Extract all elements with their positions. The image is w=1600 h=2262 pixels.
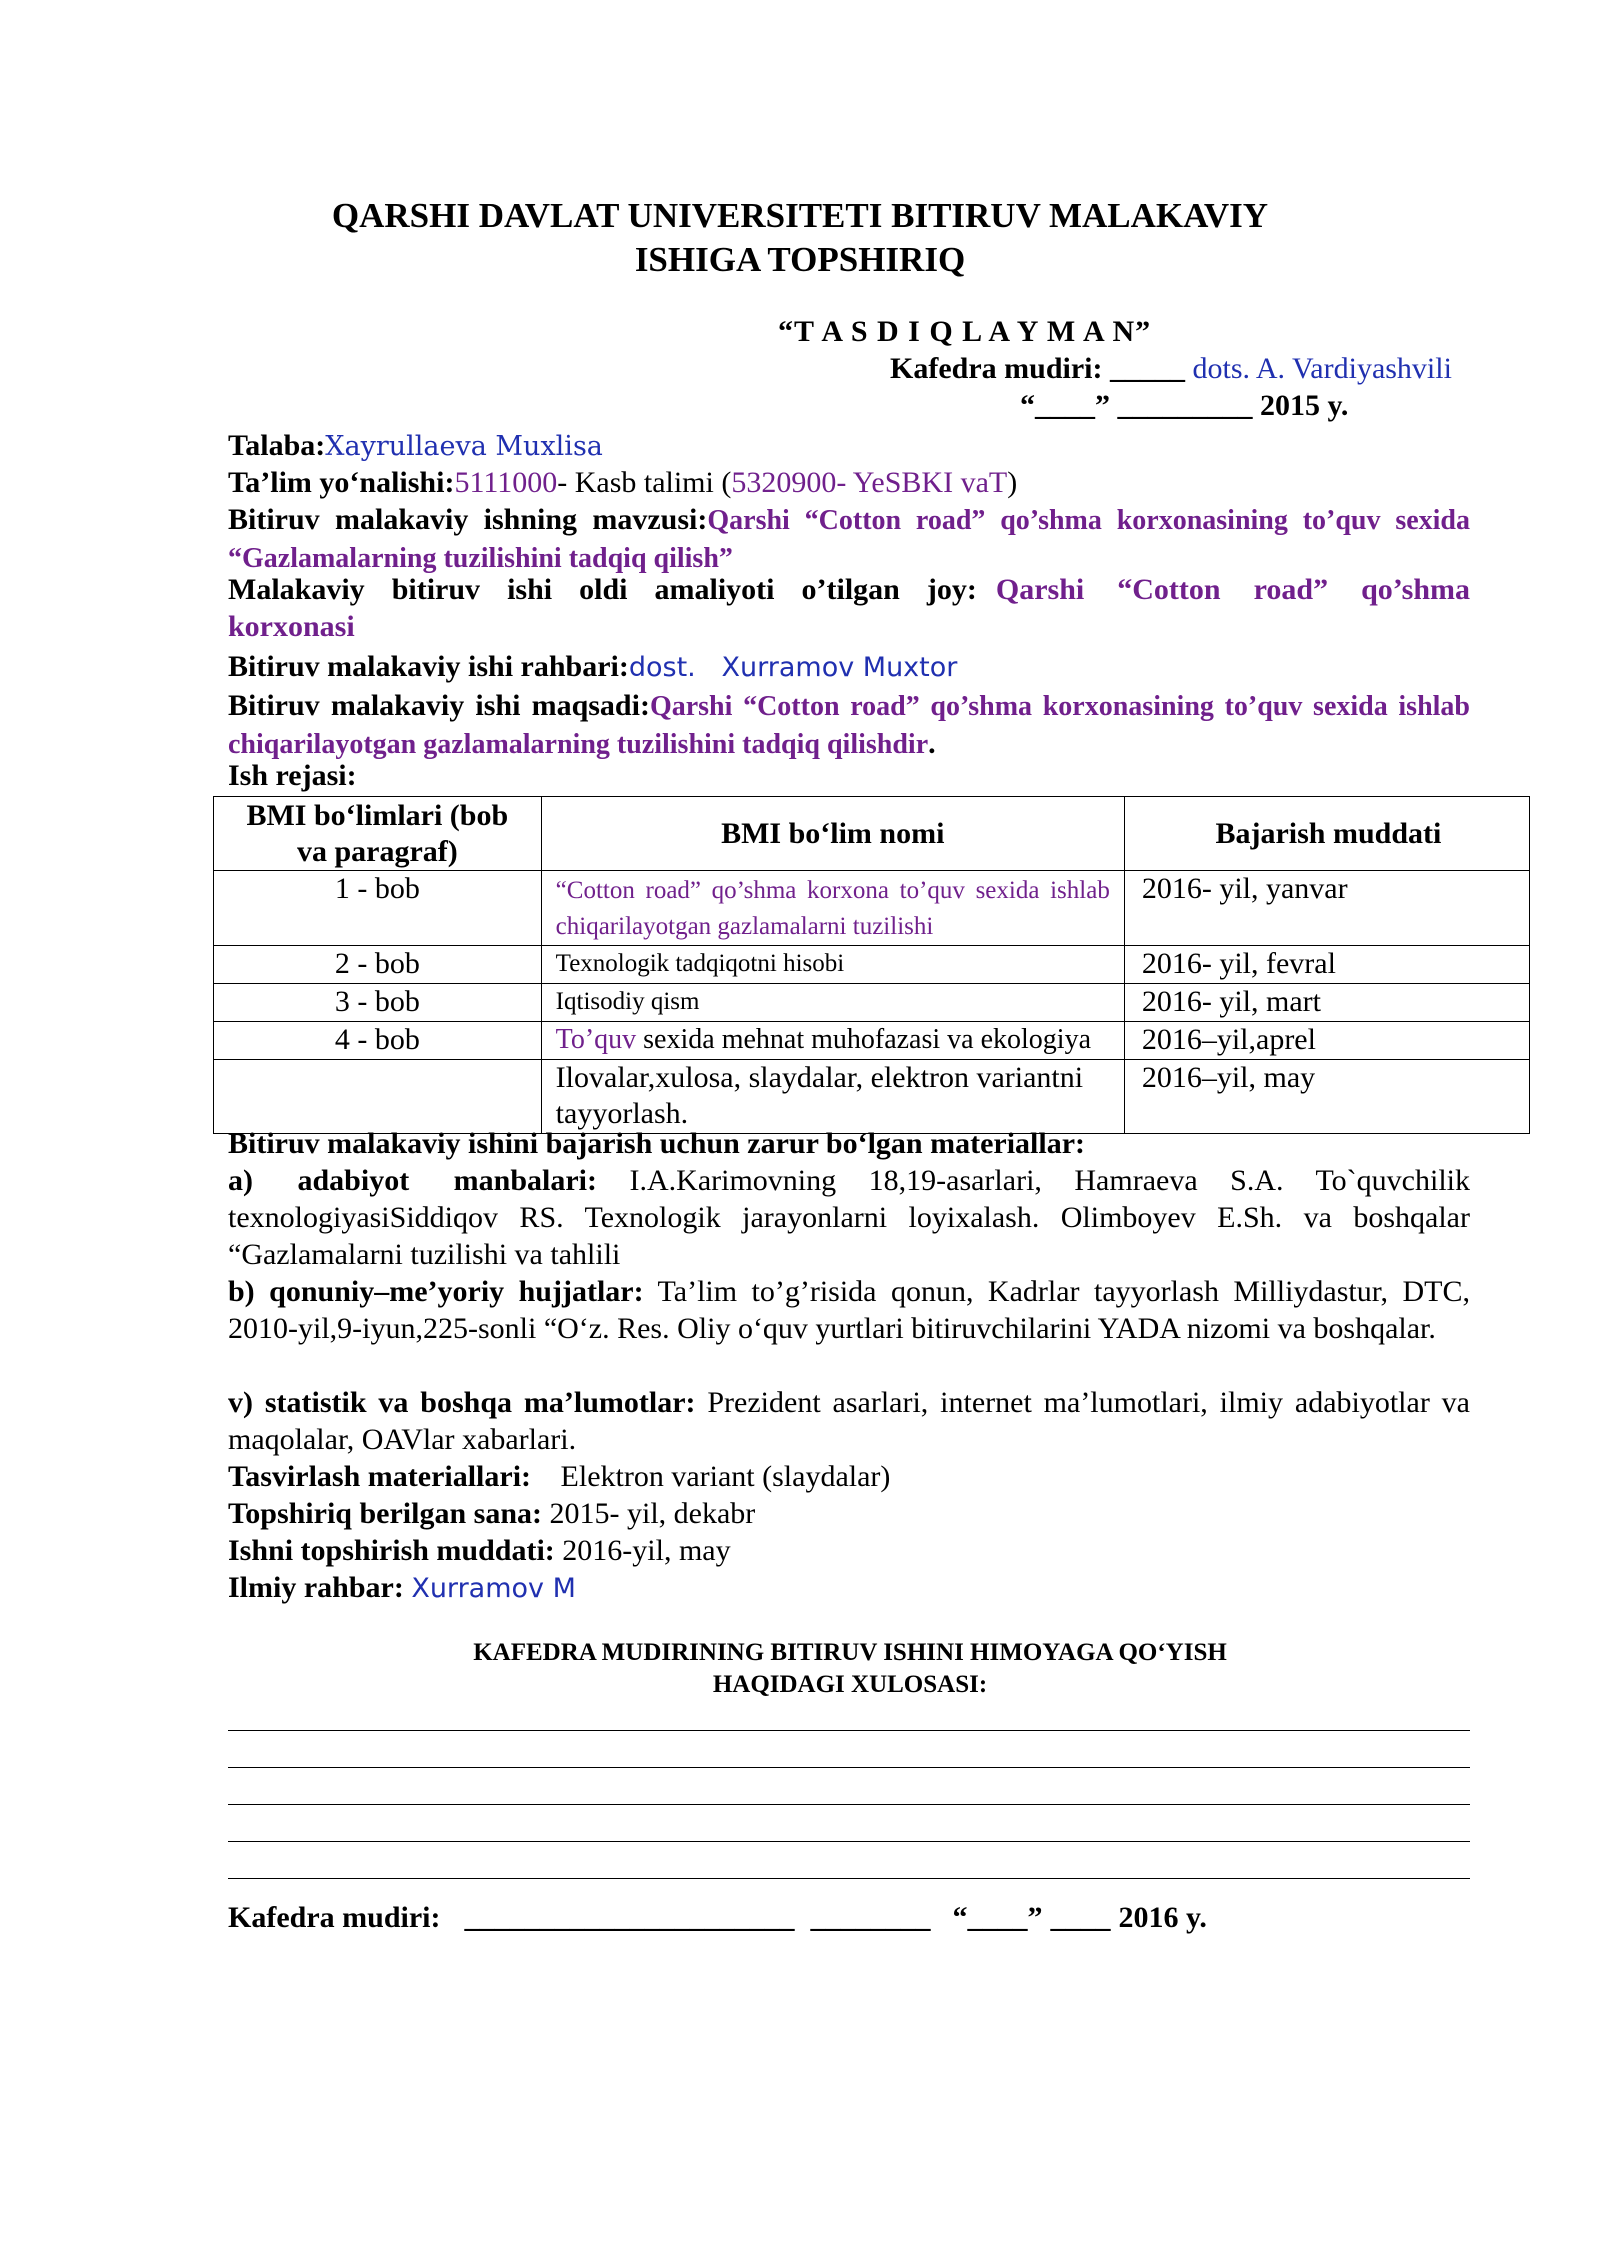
approval-head-line [890, 352, 1452, 386]
chapter-cell: 2 - bob [214, 946, 542, 984]
plan-heading: Ish rejasi: [228, 759, 357, 792]
signature-label: Kafedra mudiri: [228, 1901, 441, 1934]
table-row [214, 1022, 1530, 1060]
table-row [214, 871, 1530, 946]
chapter-cell [214, 1060, 542, 1134]
deadline-cell: 2016–yil, may [1124, 1060, 1529, 1134]
materials-statistics [228, 1384, 1470, 1458]
advisor-label: Ilmiy rahbar: [228, 1571, 404, 1604]
chapter-cell: 3 - bob [214, 984, 542, 1022]
materials-literature [228, 1162, 1470, 1273]
approval-head-label: Kafedra mudiri: [890, 352, 1103, 385]
statistics-label: v) statistik va boshqa ma’lumotlar: [228, 1386, 696, 1419]
illustration-value: Elektron variant (slaydalar) [560, 1460, 891, 1493]
approval-date-month: _________ [1117, 389, 1253, 422]
direction-name: - Kasb talimi ( [557, 466, 732, 499]
place-field [228, 571, 1470, 645]
conclusion-line [228, 1767, 1470, 1768]
given-date-field [228, 1495, 1480, 1532]
legal-text: Ta’lim to’g’risida qonun, Kadrlar tayyorlash Milliydastur, DTC, 2010-yil,9-iyun,225-sonli “O‘z. Res. Oliy o‘quv yurtlari bitiruvchilarini YADA nizomi va boshqalar. [228, 1275, 1471, 1345]
signature-line [228, 1899, 1480, 1936]
chapter-cell: 1 - bob [214, 871, 542, 946]
conclusion-line [228, 1841, 1470, 1842]
statistics-text: Prezident asarlari, internet ma’lumotlari, ilmiy adabiyotlar va maqolalar, OAVlar xabarlari. [228, 1386, 1471, 1456]
approval-date-day: “____” [1020, 389, 1110, 422]
student-field [228, 427, 1480, 465]
work-plan-table [213, 796, 1530, 1134]
column-header-deadline: Bajarish muddati [1124, 797, 1529, 871]
goal-label: Bitiruv malakaviy ishi maqsadi: [228, 689, 650, 722]
direction-field [228, 464, 1480, 501]
approval-head-blank: _____ [1109, 352, 1185, 385]
column-header-chapter: BMI bo‘limlari (bob va paragraf) [214, 797, 542, 871]
given-date-value: 2015- yil, dekabr [542, 1497, 756, 1530]
advisor-value: Xurramov M [411, 1573, 576, 1604]
topic-field [228, 501, 1470, 577]
illustration-label: Tasvirlash materiallari: [228, 1460, 532, 1493]
direction-close: ) [1007, 466, 1018, 499]
signature-month: ____ [1050, 1901, 1111, 1934]
deadline-cell: 2016- yil, mart [1124, 984, 1529, 1022]
supervisor-label: Bitiruv malakaviy ishi rahbari: [228, 650, 629, 683]
document-title-line-2: ISHIGA TOPSHIRIQ [634, 240, 966, 279]
literature-text: I.A.Karimovning 18,19-asarlari, Hamraeva S.A. To`quvchilik texnologiyasiSiddiqov RS. Texnologik jarayonlarni loyixalash. Olimboyev E.Sh. va boshqalar “Gazlamalarni tuzilishi va tahlili [228, 1164, 1470, 1271]
conclusion-line [228, 1730, 1470, 1731]
legal-label: b) qonuniy–me’yoriy hujjatlar: [228, 1275, 644, 1308]
table-header-row [214, 797, 1530, 871]
section-name-cell [541, 1022, 1124, 1060]
approval-date-year: 2015 y. [1260, 389, 1349, 422]
conclusion-heading-line-1: KAFEDRA MUDIRINING BITIRUV ISHINI HIMOYAGA QO‘YISH [473, 1639, 1227, 1666]
conclusion-heading-line-2: HAQIDAGI XULOSASI: [712, 1671, 988, 1698]
student-label: Talaba: [228, 429, 326, 462]
section-name-part-b: sexida mehnat muhofazasi va ekologiya [636, 1024, 1092, 1055]
approval-heading: “T A S D I Q L A Y M A N” [778, 315, 1152, 348]
section-name-cell: Ilovalar,xulosa, slaydalar, elektron variantni tayyorlash. [541, 1060, 1124, 1134]
materials-heading: Bitiruv malakaviy ishini bajarish uchun zarur bo‘lgan materiallar: [228, 1127, 1086, 1160]
advisor-field [228, 1569, 1480, 1607]
approval-head-name: dots. A. Vardiyashvili [1192, 352, 1452, 385]
given-date-label: Topshiriq berilgan sana: [228, 1497, 542, 1530]
topic-label: Bitiruv malakaviy ishning mavzusi: [228, 503, 708, 536]
literature-label: a) adabiyot manbalari: [228, 1164, 598, 1197]
signature-sign-blank: ________ [810, 1901, 931, 1934]
approval-date-line [1020, 389, 1348, 423]
supervisor-field [228, 648, 1480, 686]
due-date-label: Ishni topshirish muddati: [228, 1534, 555, 1567]
conclusion-line [228, 1804, 1470, 1805]
goal-field [228, 687, 1470, 763]
place-value: Qarshi “Cotton road” qo’shma korxonasi [228, 573, 1471, 643]
signature-year: 2016 y. [1118, 1901, 1207, 1934]
illustration-field [228, 1458, 1480, 1495]
section-name-part-a: To’quv [555, 1024, 637, 1055]
goal-end: . [928, 727, 936, 760]
column-header-name: BMI bo‘lim nomi [541, 797, 1124, 871]
table-row [214, 1060, 1530, 1134]
materials-legal [228, 1273, 1470, 1347]
signature-name-blank: ______________________ [464, 1901, 795, 1934]
supervisor-value: dost. Xurramov Muxtor [628, 652, 958, 683]
section-name-cell: Iqtisodiy qism [541, 984, 1124, 1022]
direction-sub: 5320900- YeSBKI vaT [731, 466, 1008, 499]
section-name-cell: Texnologik tadqiqotni hisobi [541, 946, 1124, 984]
due-date-field [228, 1532, 1480, 1569]
place-label: Malakaviy bitiruv ishi oldi amaliyoti o’tilgan joy: [228, 573, 977, 606]
section-name-cell: “Cotton road” qo’shma korxona to’quv sexida ishlab chiqarilayotgan gazlamalarni tuzilishi [541, 871, 1124, 946]
deadline-cell: 2016- yil, fevral [1124, 946, 1529, 984]
deadline-cell: 2016- yil, yanvar [1124, 871, 1529, 946]
due-date-value: 2016-yil, may [554, 1534, 731, 1567]
direction-code: 5111000 [454, 466, 558, 499]
document-title-line-1: QARSHI DAVLAT UNIVERSITETI BITIRUV MALAKAVIY [331, 196, 1269, 235]
direction-label: Ta’lim yo‘nalishi: [228, 466, 455, 499]
deadline-cell: 2016–yil,aprel [1124, 1022, 1529, 1060]
table-row [214, 984, 1530, 1022]
table-row [214, 946, 1530, 984]
student-value: Xayrullaeva Muxlisa [325, 431, 603, 462]
topic-value: Qarshi “Cotton road” qo’shma korxonasining to’quv sexida “Gazlamalarning tuzilishini tadqiq qilish” [228, 505, 1470, 574]
chapter-cell: 4 - bob [214, 1022, 542, 1060]
goal-value: Qarshi “Cotton road” qo’shma korxonasining to’quv sexida ishlab chiqarilayotgan gazlamalarning tuzilishini tadqiq qilishdir [228, 691, 1471, 760]
signature-day: “____” [952, 1901, 1043, 1934]
conclusion-line [228, 1878, 1470, 1879]
